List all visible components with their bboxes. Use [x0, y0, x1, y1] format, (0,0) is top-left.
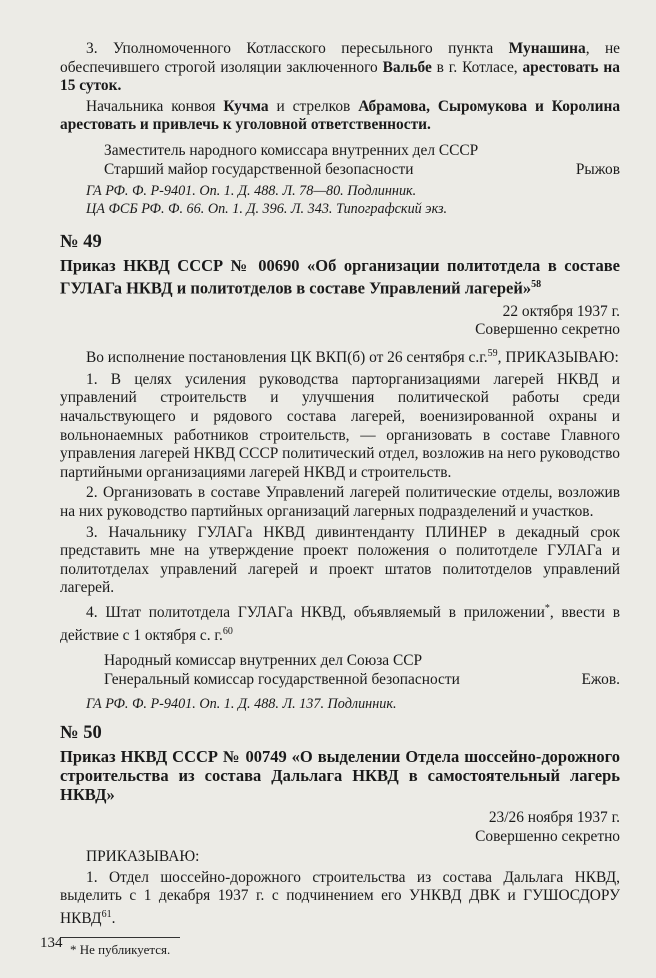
doc49-title — [60, 256, 620, 298]
footnote-ref: 58 — [531, 279, 542, 291]
doc50-date: 23/26 ноября 1937 г. — [488, 809, 620, 827]
text-run-bold: Кучма — [223, 97, 269, 115]
doc48-archive-ref-2: ЦА ФСБ РФ. Ф. 66. Оп. 1. Д. 396. Л. 343. Типографский экз. — [86, 200, 448, 217]
text-run-bold: Мунашина — [508, 40, 586, 57]
doc50-item-1 — [60, 869, 620, 929]
doc49-intro — [60, 345, 620, 368]
text-run-bold: Абрамова, Сыромукова и Королина арестовать и привлечь к уголовной ответственности. — [60, 97, 621, 134]
footnote: * Не публикуется. — [70, 941, 171, 957]
doc49-item-3: 3. Начальнику ГУЛАГа НКВД дивинтенданту ПЛИНЕР в декадный срок представить мне на утверждение проект положения о политотделе ГУЛАГа и политотделах управлений лагерей и проект штатов политотделов управлений лагерей. — [60, 523, 620, 597]
doc50-secrecy: Совершенно секретно — [475, 827, 620, 845]
footnote-divider — [60, 937, 180, 938]
text-run: Начальника конвоя — [86, 97, 224, 115]
doc48-paragraph-4 — [60, 98, 620, 135]
doc50-title: Приказ НКВД СССР № 00749 «О выделении Отдела шоссейно-дорожного строительства из состава Дальлага НКВД в самостоятельный лагерь НКВД» — [60, 747, 620, 805]
doc49-signature — [60, 652, 620, 689]
footnote-ref: * — [544, 602, 550, 614]
text-run: . — [111, 910, 116, 928]
text-run: , ПРИКАЗЫВАЮ: — [497, 349, 619, 367]
text-run: , ввести в действие с 1 октября с. г. — [60, 604, 621, 644]
doc50-number: № 50 — [60, 723, 102, 744]
doc48-signature — [60, 142, 620, 179]
doc49-number: № 49 — [60, 232, 102, 253]
signer-name: Рыжов — [575, 160, 620, 178]
doc50-order-word: ПРИКАЗЫВАЮ: — [86, 848, 200, 866]
document-page — [60, 40, 620, 958]
text-run: и стрелков — [268, 97, 359, 115]
doc49-item-2: 2. Организовать в составе Управлений лагерей политические отделы, возложив на них руководство партийных организаций лагерных подразделений и участков. — [60, 484, 620, 520]
doc48-archive-ref-1: ГА РФ. Ф. Р-9401. Оп. 1. Д. 488. Л. 78—80. Подлинник. — [86, 183, 417, 200]
text-run: 1. Отдел шоссейно-дорожного строительства из состава Дальлага НКВД, выделить с 1 декабря 1937 г. с подчинением его УНКВД ДВК и ГУШОСДОРУ НКВД — [60, 868, 620, 928]
footnote-ref: 60 — [222, 625, 233, 637]
signer-name: Ежов. — [581, 670, 620, 688]
page-number: 134 — [40, 935, 63, 951]
signer-rank: Генеральный комиссар государственной безопасности — [104, 670, 460, 688]
doc49-item-4 — [60, 600, 620, 645]
text-run: Во исполнение постановления ЦК ВКП(б) от 26 сентября с.г. — [86, 349, 488, 367]
footnote-ref: 61 — [101, 909, 112, 921]
doc49-item-1: 1. В целях усиления руководства парторганизациями лагерей НКВД и управлений строительств и улучшения политической работы среди начальствующего и рядового состава лагерей, военизированной охраны и вольнонаемных работников строительств, — организовать в составе Главного управления лагерей НКВД СССР политический отдел, возложив на него руководство партийными организациями лагерей НКВД и строительств. — [60, 370, 620, 481]
text-run-bold: Вальбе — [382, 58, 432, 76]
text-run: 3. Уполномоченного Котласского пересыльного пункта — [86, 40, 509, 57]
signer-rank: Старший майор государственной безопасности — [104, 160, 414, 178]
signer-position: Народный комиссар внутренних дел Союза ССР — [104, 652, 423, 670]
doc49-title-text: Приказ НКВД СССР № 00690 «Об организации политотдела в составе ГУЛАГа НКВД и политотделов в составе Управлений лагерей» — [60, 256, 620, 298]
doc49-date: 22 октября 1937 г. — [502, 302, 620, 320]
doc49-secrecy: Совершенно секретно — [475, 321, 620, 339]
text-run: 4. Штат политотдела ГУЛАГа НКВД, объявляемый в приложении — [86, 604, 545, 621]
signer-position: Заместитель народного комиссара внутренних дел СССР — [104, 141, 479, 159]
text-run-bold: арестовать на 15 суток. — [60, 58, 620, 95]
text-run: , не обеспечившего строгой изоляции заключенного — [60, 40, 621, 76]
doc49-archive-ref: ГА РФ. Ф. Р-9401. Оп. 1. Д. 488. Л. 137. Подлинник. — [86, 695, 397, 712]
doc48-paragraph-3 — [60, 40, 620, 96]
footnote-ref: 59 — [487, 348, 498, 360]
text-run: в г. Котласе, — [431, 58, 523, 76]
